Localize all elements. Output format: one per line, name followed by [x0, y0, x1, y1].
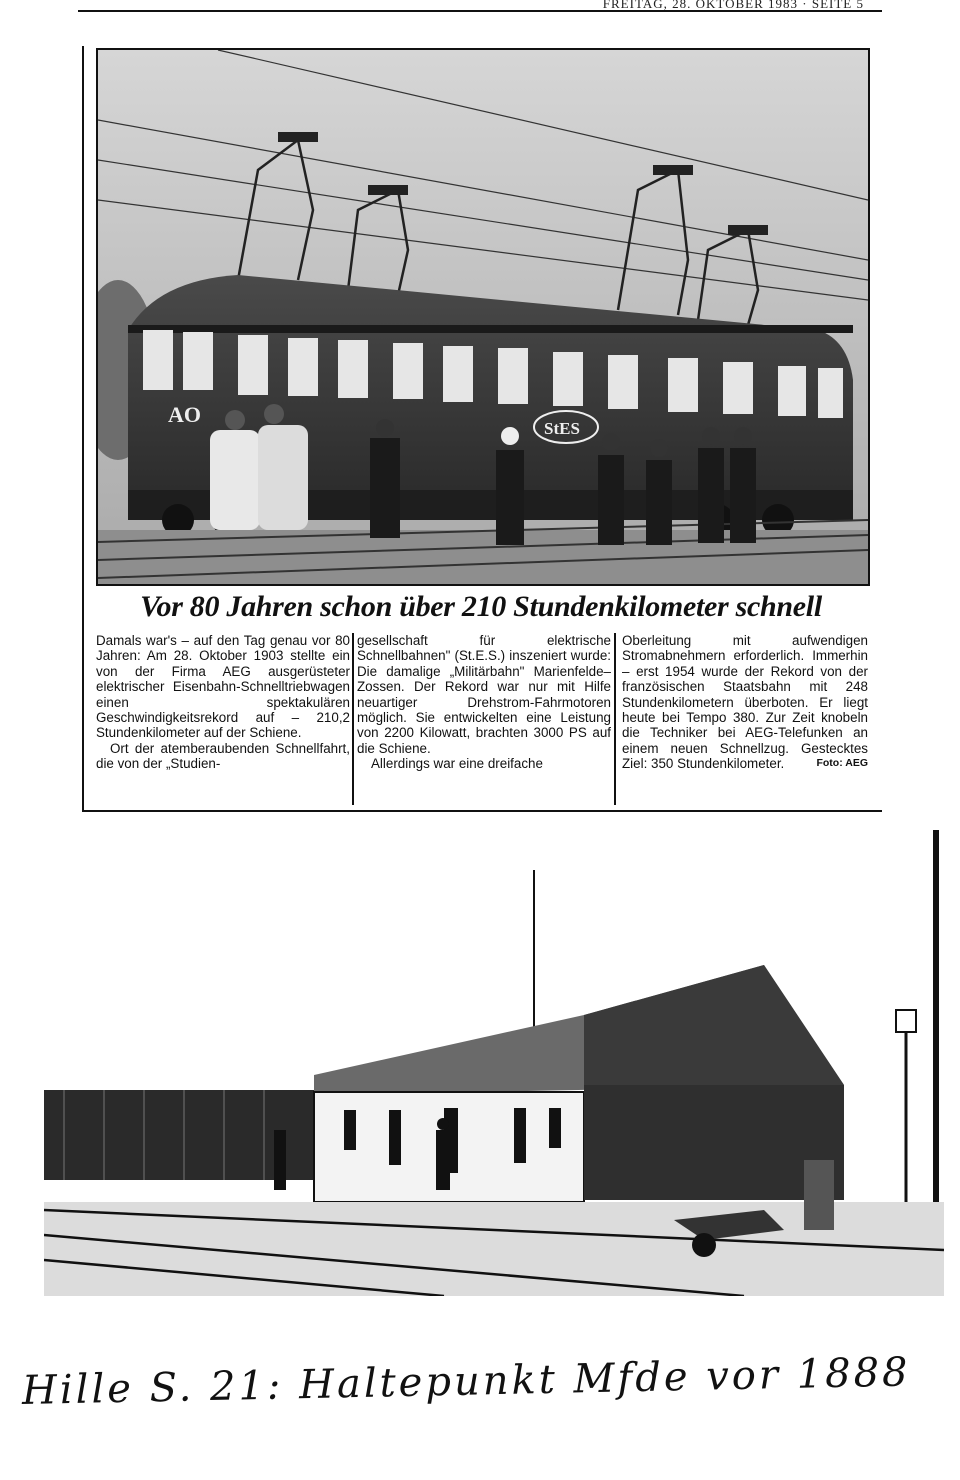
newspaper-date-line: FREITAG, 28. OKTOBER 1983 · SEITE 5 [602, 0, 864, 11]
handwritten-note: Hille S. 21: Haltepunkt Mfde vor 1888 [21, 1349, 911, 1414]
article-paragraph-text: Oberleitung mit aufwendigen Stromabnehmern erforderlich. Immerhin – erst 1954 wurde der Rekord von der französischen Staatsbahn mit 248 Stundenkilometern überboten. Er liegt heute bei Tempo 380. Zur Zeit knobeln die Techniker bei AEG-Telefunken an einem neuen Schnellzug. Gestecktes Ziel: 350 Stundenkilometer. [622, 633, 868, 772]
article-paragraph [622, 633, 868, 772]
article-headline: Vor 80 Jahren schon über 210 Stundenkilometer schnell [140, 590, 822, 623]
article-paragraph: gesellschaft für elektrische Schnellbahnen" (St.E.S.) inszeniert wurde: Die damalige „Militärbahn" Marienfelde–Zossen. Der Rekord war nur mit Hilfe neuartiger Drehstrom-Fahrmotoren möglich. Sie entwickelten eine Leistung von 2200 Kilowatt, brachten 3000 PS auf die Schiene. [357, 633, 611, 756]
article-column-2 [357, 633, 611, 772]
station-photo-drawing [44, 830, 944, 1296]
article-paragraph: Allerdings war eine dreifache [371, 756, 543, 772]
car-emblem-label: StES [544, 419, 580, 438]
train-photo [96, 48, 870, 586]
car-number-label: AO [168, 402, 201, 427]
station-photo [44, 830, 944, 1296]
clipping-border-left [82, 46, 84, 812]
article-paragraph: Ort der atemberaubenden Schnellfahrt, die von der „Studien- [96, 740, 350, 772]
article-column-3 [622, 633, 868, 772]
article-paragraph: Damals war's – auf den Tag genau vor 80 Jahren: Am 28. Oktober 1903 stellte ein von der Firma AEG ausgerüsteter elektrischer Eisenbahn-Schnelltriebwagen einen spektakulären Geschwindigkeitsrekord auf – 210,2 Stundenkilometer auf der Schiene. [96, 633, 350, 741]
column-divider [614, 633, 616, 805]
column-divider [352, 633, 354, 805]
article-column-1 [96, 633, 350, 772]
photo-credit: Foto: AEG [816, 757, 868, 770]
clipping-border-bottom [82, 810, 882, 812]
train-photo-drawing [98, 50, 868, 584]
